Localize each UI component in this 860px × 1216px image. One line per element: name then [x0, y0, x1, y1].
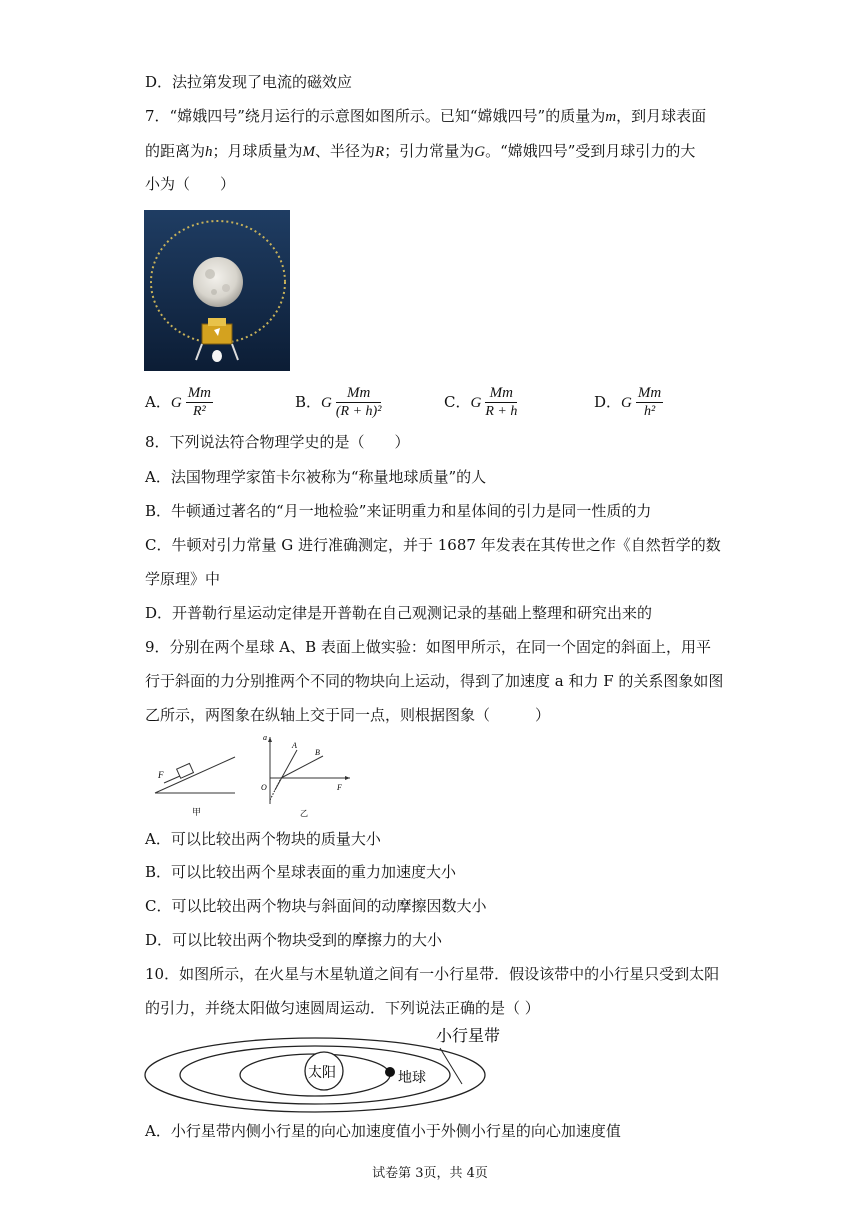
q9-stem-line1: 9．分别在两个星球 A、B 表面上做实验：如图甲所示，在同一个固定的斜面上，用平 — [145, 638, 711, 656]
q8-option-a: A．法国物理学家笛卡尔被称为“称量地球质量”的人 — [145, 468, 487, 486]
q8-option-b: B．牛顿通过著名的“月一地检验”来证明重力和星体间的引力是同一性质的力 — [145, 502, 652, 520]
force-label: F — [158, 770, 164, 780]
q9-option-d: D．可以比较出两个物块受到的摩擦力的大小 — [145, 931, 443, 949]
f-axis-label: F — [337, 783, 342, 792]
acceleration-force-graph — [255, 732, 355, 822]
line-a-label: A — [292, 741, 297, 750]
q8-option-c-line2: 学原理》中 — [145, 570, 221, 588]
q6-option-d: D．法拉第发现了电流的磁效应 — [145, 73, 353, 91]
asteroid-belt-label: 小行星带 — [436, 1026, 500, 1045]
fraction: $\frac{Mm}{\text{h²}}$ — [637, 385, 662, 419]
q10-option-a: A．小行星带内侧小行星的向心加速度值小于外侧小行星的向心加速度值 — [145, 1122, 621, 1140]
incline-diagram — [150, 745, 240, 820]
q9-stem-line2: 行于斜面的力分别推两个不同的物块向上运动，得到了加速度 a 和力 F 的关系图象如图 — [145, 672, 724, 690]
fraction: $\frac{Mm}{R + h}$ — [485, 385, 518, 419]
sun-label: 太阳 — [308, 1065, 336, 1081]
origin-label: O — [261, 783, 267, 792]
q7-option-a: A．G $\frac{Mm}{\text{R²}}$ — [145, 385, 212, 419]
q7-option-c: C．G $\frac{Mm}{R + h}$ — [444, 385, 518, 419]
asteroid-belt-diagram — [140, 1022, 500, 1114]
fraction: $\frac{Mm}{\text{R²}}$ — [187, 385, 212, 419]
q10-stem-line2: 的引力，并绕太阳做匀速圆周运动．下列说法正确的是（ ） — [145, 999, 540, 1017]
earth-label: 地球 — [398, 1070, 426, 1086]
a-axis-label: a — [263, 733, 267, 742]
q7-option-b: B．G $\frac{Mm}{\text{(R + h)²}}$ — [295, 385, 382, 419]
q7-option-d: D．G $\frac{Mm}{\text{h²}}$ — [594, 385, 662, 419]
q10-stem-line1: 10．如图所示，在火星与木星轨道之间有一小行星带．假设该带中的小行星只受到太阳 — [145, 965, 720, 983]
q9-option-a: A．可以比较出两个物块的质量大小 — [145, 830, 381, 848]
q9-option-b: B．可以比较出两个星球表面的重力加速度大小 — [145, 863, 457, 881]
q9-stem-line3: 乙所示，两图象在纵轴上交于同一点，则根据图象（ ） — [145, 706, 551, 724]
page-footer: 试卷第 3页，共 4页 — [372, 1166, 488, 1181]
q9-option-c: C．可以比较出两个物块与斜面间的动摩擦因数大小 — [145, 897, 487, 915]
q8-option-d: D．开普勒行星运动定律是开普勒在自己观测记录的基础上整理和研究出来的 — [145, 604, 653, 622]
figure-label-jia: 甲 — [192, 807, 202, 817]
q7-stem-line1: 7．“嫦娥四号”绕月运行的示意图如图所示。已知“嫦娥四号”的质量为m，到月球表面 — [145, 107, 707, 125]
q7-stem-line3: 小为（ ） — [145, 175, 236, 193]
fraction: $\frac{Mm}{\text{(R + h)²}}$ — [335, 385, 382, 419]
q7-stem-line2: 的距离为h；月球质量为M、半径为R；引力常量为G。“嫦娥四号”受到月球引力的大 — [145, 142, 696, 160]
q8-stem: 8．下列说法符合物理学史的是（ ） — [145, 433, 410, 451]
line-b-label: B — [315, 748, 320, 757]
q8-option-c-line1: C．牛顿对引力常量 G 进行准确测定，并于 1687 年发表在其传世之作《自然哲学的数 — [145, 536, 721, 554]
figure-label-yi: 乙 — [300, 809, 308, 818]
change4-orbit-image — [144, 210, 290, 371]
